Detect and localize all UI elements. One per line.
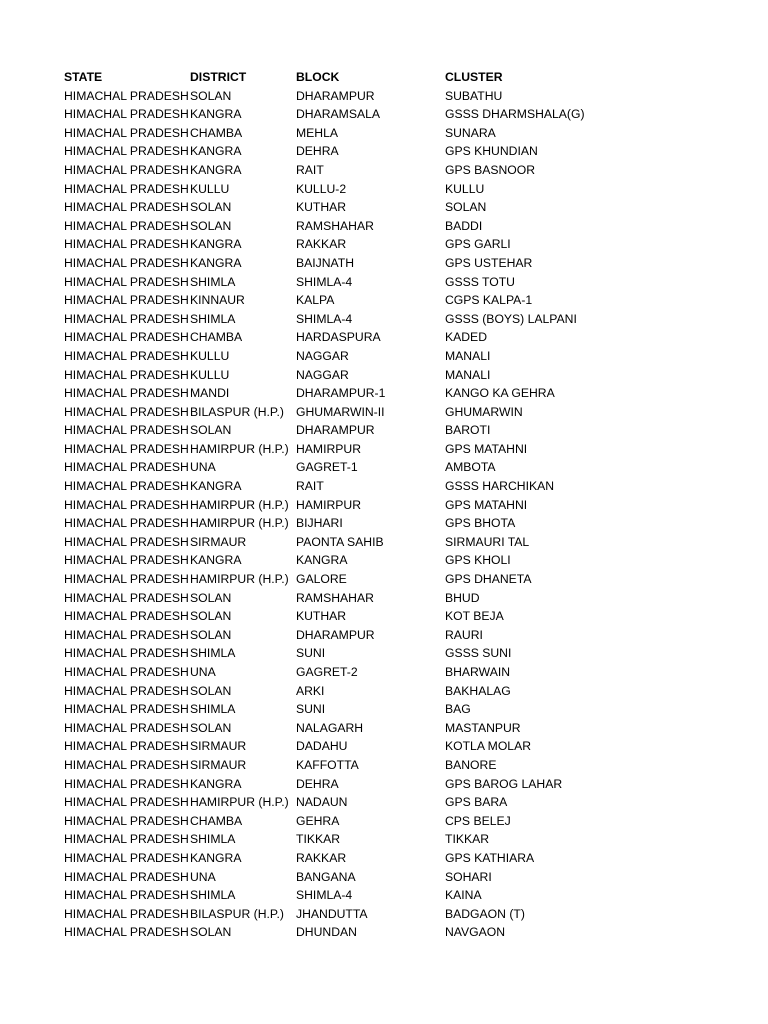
cell-block: DEHRA xyxy=(296,144,339,159)
cell-district: SHIMLA xyxy=(190,702,236,717)
cell-state: HIMACHAL PRADESH xyxy=(64,441,189,456)
cell-cluster: SOHARI xyxy=(445,869,492,884)
table-row xyxy=(64,886,704,905)
cell-cluster: KOT BEJA xyxy=(445,609,504,624)
cell-block: DADAHU xyxy=(296,739,348,754)
cell-cluster: CGPS KALPA-1 xyxy=(445,293,533,308)
cell-state: HIMACHAL PRADESH xyxy=(64,609,189,624)
cell-cluster: BHUD xyxy=(445,590,480,605)
cell-block: DHARAMPUR xyxy=(296,627,375,642)
cell-state: HIMACHAL PRADESH xyxy=(64,832,189,847)
cell-district: HAMIRPUR (H.P.) xyxy=(190,441,289,456)
table-row xyxy=(64,440,704,459)
table-row xyxy=(64,830,704,849)
cell-cluster: KANGO KA GEHRA xyxy=(445,386,555,401)
cell-district: UNA xyxy=(190,869,216,884)
cell-cluster: GPS BARA xyxy=(445,795,508,810)
cell-district: MANDI xyxy=(190,386,230,401)
cell-state: HIMACHAL PRADESH xyxy=(64,497,189,512)
cell-cluster: MANALI xyxy=(445,348,491,363)
cell-district: KANGRA xyxy=(190,144,242,159)
cell-cluster: MANALI xyxy=(445,367,491,382)
cell-cluster: GPS DHANETA xyxy=(445,572,532,587)
cell-cluster: GPS KHUNDIAN xyxy=(445,144,538,159)
cell-state: HIMACHAL PRADESH xyxy=(64,572,189,587)
cell-district: SHIMLA xyxy=(190,832,236,847)
cell-district: KANGRA xyxy=(190,162,242,177)
cell-state: HIMACHAL PRADESH xyxy=(64,795,189,810)
cell-district: KANGRA xyxy=(190,776,242,791)
cell-cluster: GPS BAROG LAHAR xyxy=(445,776,563,791)
cell-state: HIMACHAL PRADESH xyxy=(64,367,189,382)
cell-state: HIMACHAL PRADESH xyxy=(64,181,189,196)
table-row xyxy=(64,719,704,738)
cell-cluster: RAURI xyxy=(445,627,483,642)
cell-district: SHIMLA xyxy=(190,274,236,289)
table-row xyxy=(64,217,704,236)
cell-cluster: GSSS TOTU xyxy=(445,274,515,289)
cell-district: SOLAN xyxy=(190,609,232,624)
cell-state: HIMACHAL PRADESH xyxy=(64,107,189,122)
cell-state: HIMACHAL PRADESH xyxy=(64,237,189,252)
cell-state: HIMACHAL PRADESH xyxy=(64,906,189,921)
cell-block: DHARAMPUR xyxy=(296,88,375,103)
cell-district: UNA xyxy=(190,460,216,475)
cell-district: CHAMBA xyxy=(190,330,243,345)
cell-block: DHUNDAN xyxy=(296,925,357,940)
cell-block: KUTHAR xyxy=(296,609,347,624)
cell-district: SOLAN xyxy=(190,200,232,215)
cell-block: JHANDUTTA xyxy=(296,906,368,921)
table-row xyxy=(64,496,704,515)
table-row xyxy=(64,142,704,161)
cell-block: DHARAMPUR-1 xyxy=(296,386,386,401)
table-row xyxy=(64,849,704,868)
cell-cluster: MASTANPUR xyxy=(445,720,521,735)
cell-state: HIMACHAL PRADESH xyxy=(64,869,189,884)
cell-district: SOLAN xyxy=(190,627,232,642)
cell-cluster: CPS BELEJ xyxy=(445,813,511,828)
table-row xyxy=(64,291,704,310)
cell-block: RAMSHAHAR xyxy=(296,590,374,605)
cell-block: GEHRA xyxy=(296,813,340,828)
cell-block: MEHLA xyxy=(296,125,338,140)
cell-state: HIMACHAL PRADESH xyxy=(64,274,189,289)
cell-state: HIMACHAL PRADESH xyxy=(64,255,189,270)
table-row xyxy=(64,626,704,645)
cell-cluster: GPS MATAHNI xyxy=(445,441,528,456)
table-row xyxy=(64,105,704,124)
table-row xyxy=(64,347,704,366)
cell-district: KULLU xyxy=(190,367,230,382)
column-header-block: BLOCK xyxy=(296,70,340,84)
cell-district: KULLU xyxy=(190,348,230,363)
cell-state: HIMACHAL PRADESH xyxy=(64,627,189,642)
cell-block: KAFFOTTA xyxy=(296,757,359,772)
cell-cluster: SOLAN xyxy=(445,200,487,215)
cell-cluster: BAROTI xyxy=(445,423,491,438)
cell-district: KANGRA xyxy=(190,553,242,568)
cell-district: SIRMAUR xyxy=(190,534,247,549)
table-row xyxy=(64,700,704,719)
cell-cluster: SUNARA xyxy=(445,125,496,140)
table-row xyxy=(64,514,704,533)
table-row xyxy=(64,254,704,273)
cell-state: HIMACHAL PRADESH xyxy=(64,330,189,345)
cell-state: HIMACHAL PRADESH xyxy=(64,739,189,754)
cell-cluster: NAVGAON xyxy=(445,925,506,940)
cell-block: GAGRET-1 xyxy=(296,460,358,475)
cell-cluster: GSSS DHARMSHALA(G) xyxy=(445,107,585,122)
column-header-district: DISTRICT xyxy=(190,70,247,84)
cell-district: SIRMAUR xyxy=(190,757,247,772)
cell-block: RAKKAR xyxy=(296,237,347,252)
table-row xyxy=(64,551,704,570)
cell-district: BILASPUR (H.P.) xyxy=(190,404,284,419)
cell-state: HIMACHAL PRADESH xyxy=(64,757,189,772)
cell-district: SHIMLA xyxy=(190,646,236,661)
cell-district: SHIMLA xyxy=(190,311,236,326)
cell-state: HIMACHAL PRADESH xyxy=(64,386,189,401)
cell-block: RAMSHAHAR xyxy=(296,218,374,233)
cell-block: RAKKAR xyxy=(296,850,347,865)
table-row xyxy=(64,589,704,608)
cell-district: SOLAN xyxy=(190,590,232,605)
cell-block: NADAUN xyxy=(296,795,348,810)
cell-cluster: KULLU xyxy=(445,181,485,196)
table-row xyxy=(64,533,704,552)
cell-district: KANGRA xyxy=(190,479,242,494)
cell-district: SOLAN xyxy=(190,925,232,940)
table-row xyxy=(64,793,704,812)
cell-block: KANGRA xyxy=(296,553,348,568)
cell-district: SHIMLA xyxy=(190,888,236,903)
cell-district: KANGRA xyxy=(190,107,242,122)
table-row xyxy=(64,384,704,403)
cell-block: SHIMLA-4 xyxy=(296,888,353,903)
cell-cluster: AMBOTA xyxy=(445,460,496,475)
table-row xyxy=(64,663,704,682)
cell-block: PAONTA SAHIB xyxy=(296,534,384,549)
cell-district: KANGRA xyxy=(190,850,242,865)
table-row xyxy=(64,644,704,663)
table-row xyxy=(64,235,704,254)
table-row xyxy=(64,180,704,199)
cell-block: NAGGAR xyxy=(296,367,349,382)
cell-block: ARKI xyxy=(296,683,325,698)
cell-state: HIMACHAL PRADESH xyxy=(64,702,189,717)
table-row xyxy=(64,273,704,292)
cell-cluster: KAINA xyxy=(445,888,482,903)
cell-cluster: GPS MATAHNI xyxy=(445,497,528,512)
table-row xyxy=(64,607,704,626)
cell-cluster: BHARWAIN xyxy=(445,665,511,679)
cell-district: SOLAN xyxy=(190,720,232,735)
cell-cluster: GPS BHOTA xyxy=(445,516,516,531)
cell-block: RAIT xyxy=(296,162,324,177)
cell-district: KANGRA xyxy=(190,255,242,270)
table-row xyxy=(64,812,704,831)
cell-state: HIMACHAL PRADESH xyxy=(64,218,189,233)
table-row xyxy=(64,403,704,422)
cell-block: BIJHARI xyxy=(296,516,343,531)
cell-district: BILASPUR (H.P.) xyxy=(190,906,284,921)
cell-district: KULLU xyxy=(190,181,230,196)
cell-block: RAIT xyxy=(296,479,324,494)
cell-block: GAGRET-2 xyxy=(296,665,358,679)
cell-district: HAMIRPUR (H.P.) xyxy=(190,795,289,810)
cell-state: HIMACHAL PRADESH xyxy=(64,125,189,140)
table-header-row xyxy=(64,68,704,87)
cell-cluster: SIRMAURI TAL xyxy=(445,534,530,549)
table-row xyxy=(64,868,704,887)
table-row xyxy=(64,477,704,496)
cell-state: HIMACHAL PRADESH xyxy=(64,776,189,791)
cell-district: SOLAN xyxy=(190,218,232,233)
table-row xyxy=(64,161,704,180)
cell-block: HAMIRPUR xyxy=(296,441,362,456)
cell-state: HIMACHAL PRADESH xyxy=(64,460,189,475)
cell-state: HIMACHAL PRADESH xyxy=(64,888,189,903)
cell-block: SUNI xyxy=(296,646,326,661)
table-row xyxy=(64,421,704,440)
table-row xyxy=(64,737,704,756)
table-row xyxy=(64,310,704,329)
cell-district: UNA xyxy=(190,665,216,679)
cell-state: HIMACHAL PRADESH xyxy=(64,162,189,177)
cell-state: HIMACHAL PRADESH xyxy=(64,200,189,215)
cell-state: HIMACHAL PRADESH xyxy=(64,311,189,326)
cell-cluster: GPS KATHIARA xyxy=(445,850,535,865)
cell-block: SHIMLA-4 xyxy=(296,274,353,289)
column-header-cluster: CLUSTER xyxy=(445,70,503,84)
cell-state: HIMACHAL PRADESH xyxy=(64,590,189,605)
cell-block: BAIJNATH xyxy=(296,255,355,270)
table-row xyxy=(64,366,704,385)
cell-district: SIRMAUR xyxy=(190,739,247,754)
table-row xyxy=(64,198,704,217)
cell-district: HAMIRPUR (H.P.) xyxy=(190,497,289,512)
table-row xyxy=(64,87,704,106)
column-header-state: STATE xyxy=(64,70,103,84)
cell-state: HIMACHAL PRADESH xyxy=(64,665,189,679)
cell-state: HIMACHAL PRADESH xyxy=(64,813,189,828)
cell-district: SOLAN xyxy=(190,423,232,438)
cell-block: KULLU-2 xyxy=(296,181,347,196)
cell-district: CHAMBA xyxy=(190,125,243,140)
cell-district: SOLAN xyxy=(190,88,232,103)
cell-block: DHARAMSALA xyxy=(296,107,380,122)
cell-cluster: GPS KHOLI xyxy=(445,553,511,568)
cell-cluster: GHUMARWIN xyxy=(445,404,523,419)
cell-district: KANGRA xyxy=(190,237,242,252)
cell-block: BANGANA xyxy=(296,869,356,884)
table-body xyxy=(64,87,704,942)
cell-state: HIMACHAL PRADESH xyxy=(64,646,189,661)
cell-cluster: BAG xyxy=(445,702,471,717)
cell-state: HIMACHAL PRADESH xyxy=(64,534,189,549)
cell-state: HIMACHAL PRADESH xyxy=(64,88,189,103)
cell-cluster: GPS BASNOOR xyxy=(445,162,536,177)
table-row xyxy=(64,458,704,477)
cell-block: DHARAMPUR xyxy=(296,423,375,438)
table-row xyxy=(64,570,704,589)
cell-state: HIMACHAL PRADESH xyxy=(64,553,189,568)
table-row xyxy=(64,923,704,942)
table-row xyxy=(64,775,704,794)
cell-block: HARDASPURA xyxy=(296,330,381,345)
table-row xyxy=(64,328,704,347)
cell-block: TIKKAR xyxy=(296,832,341,847)
cell-cluster: GSSS SUNI xyxy=(445,646,512,661)
cell-district: SOLAN xyxy=(190,683,232,698)
cell-state: HIMACHAL PRADESH xyxy=(64,925,189,940)
data-table xyxy=(64,68,704,942)
cell-state: HIMACHAL PRADESH xyxy=(64,720,189,735)
cell-block: KUTHAR xyxy=(296,200,347,215)
cell-state: HIMACHAL PRADESH xyxy=(64,516,189,531)
cell-state: HIMACHAL PRADESH xyxy=(64,479,189,494)
cell-block: GHUMARWIN-II xyxy=(296,404,385,419)
cell-district: KINNAUR xyxy=(190,293,245,308)
cell-state: HIMACHAL PRADESH xyxy=(64,423,189,438)
cell-cluster: KOTLA MOLAR xyxy=(445,739,532,754)
cell-district: HAMIRPUR (H.P.) xyxy=(190,516,289,531)
cell-cluster: GSSS (BOYS) LALPANI xyxy=(445,311,577,326)
cell-cluster: SUBATHU xyxy=(445,88,503,103)
table-row xyxy=(64,682,704,701)
cell-state: HIMACHAL PRADESH xyxy=(64,144,189,159)
table-row xyxy=(64,756,704,775)
cell-cluster: GPS USTEHAR xyxy=(445,255,533,270)
cell-district: CHAMBA xyxy=(190,813,243,828)
cell-block: KALPA xyxy=(296,293,335,308)
cell-cluster: GSSS HARCHIKAN xyxy=(445,479,555,494)
cell-block: NAGGAR xyxy=(296,348,349,363)
cell-block: NALAGARH xyxy=(296,720,364,735)
cell-block: HAMIRPUR xyxy=(296,497,362,512)
cell-cluster: BADGAON (T) xyxy=(445,906,525,921)
cell-cluster: TIKKAR xyxy=(445,832,490,847)
cell-state: HIMACHAL PRADESH xyxy=(64,348,189,363)
cell-cluster: BADDI xyxy=(445,218,483,233)
cell-state: HIMACHAL PRADESH xyxy=(64,850,189,865)
table-row xyxy=(64,905,704,924)
cell-block: GALORE xyxy=(296,572,347,587)
cell-cluster: BAKHALAG xyxy=(445,683,511,698)
cell-block: SHIMLA-4 xyxy=(296,311,353,326)
cell-block: DEHRA xyxy=(296,776,339,791)
cell-block: SUNI xyxy=(296,702,326,717)
cell-state: HIMACHAL PRADESH xyxy=(64,293,189,308)
cell-cluster: BANORE xyxy=(445,757,497,772)
cell-state: HIMACHAL PRADESH xyxy=(64,683,189,698)
cell-cluster: GPS GARLI xyxy=(445,237,511,252)
table-row xyxy=(64,124,704,143)
cell-state: HIMACHAL PRADESH xyxy=(64,404,189,419)
cell-cluster: KADED xyxy=(445,330,487,345)
cell-district: HAMIRPUR (H.P.) xyxy=(190,572,289,587)
